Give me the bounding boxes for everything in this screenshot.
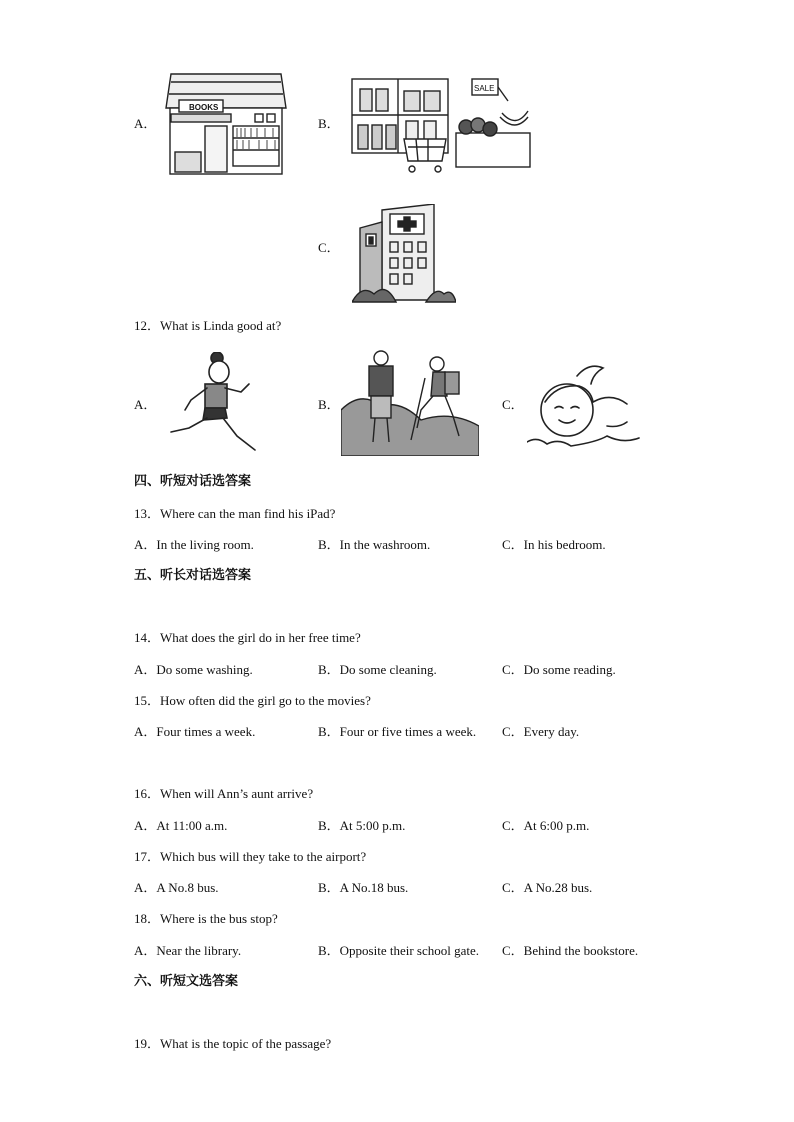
q17-option-c: C．A No.28 bus. (502, 880, 593, 895)
running-girl-icon (165, 352, 257, 456)
question-16 (134, 786, 313, 802)
section-5-title: 五、听长对话选答案 (134, 568, 252, 583)
question-number: 14． (134, 630, 161, 645)
q13-option-c: C．In his bedroom. (502, 537, 606, 552)
question-number: 16． (134, 786, 161, 801)
hospital-icon (352, 204, 456, 304)
q13-option-a: A．In the living room. (134, 537, 254, 552)
q16-option-a: A．At 11:00 a.m. (134, 818, 228, 833)
supermarket-icon (350, 77, 532, 177)
q11-option-b-label: B． (318, 116, 340, 131)
q14-option-a: A．Do some washing. (134, 662, 253, 677)
question-text: What does the girl do in her free time? (160, 630, 361, 645)
question-text: Where is the bus stop? (160, 911, 278, 926)
bookstore-sign: BOOKS (189, 103, 219, 112)
q15-option-a: A．Four times a week. (134, 724, 256, 739)
question-number: 17． (134, 849, 161, 864)
question-text: What is Linda good at? (160, 318, 282, 333)
question-14 (134, 630, 361, 646)
question-15 (134, 693, 371, 709)
q17-option-b: B．A No.18 bus. (318, 880, 409, 895)
q13-option-b: B．In the washroom. (318, 537, 431, 552)
q12-option-c-label: C． (502, 397, 524, 412)
swimming-girl-icon (527, 362, 641, 452)
bookstore-icon (165, 72, 287, 176)
question-text: Which bus will they take to the airport? (160, 849, 367, 864)
section-6-title: 六、听短文选答案 (134, 974, 239, 989)
q15-option-c: C．Every day. (502, 724, 580, 739)
q11-option-a-label: A． (134, 116, 157, 131)
question-number: 18． (134, 911, 161, 926)
q11-option-c-label: C． (318, 240, 340, 255)
q18-option-a: A．Near the library. (134, 943, 242, 958)
hiking-people-icon (341, 350, 479, 456)
question-number: 19． (134, 1036, 161, 1051)
question-number: 12． (134, 318, 161, 333)
question-18 (134, 911, 278, 927)
question-text: When will Ann’s aunt arrive? (160, 786, 314, 801)
q16-option-b: B．At 5:00 p.m. (318, 818, 406, 833)
question-number: 13． (134, 506, 161, 521)
q16-option-c: C．At 6:00 p.m. (502, 818, 590, 833)
q12-option-b-label: B． (318, 397, 340, 412)
question-19 (134, 1036, 331, 1052)
question-12 (134, 318, 281, 334)
question-text: Where can the man find his iPad? (160, 506, 336, 521)
q14-option-b: B．Do some cleaning. (318, 662, 437, 677)
section-4-title: 四、听短对话选答案 (134, 474, 252, 489)
question-text: How often did the girl go to the movies? (160, 693, 371, 708)
question-13 (134, 506, 335, 522)
q12-option-a-label: A． (134, 397, 157, 412)
q18-option-b: B．Opposite their school gate. (318, 943, 480, 958)
question-number: 15． (134, 693, 161, 708)
question-text: What is the topic of the passage? (160, 1036, 332, 1051)
q14-option-c: C．Do some reading. (502, 662, 616, 677)
question-17 (134, 849, 366, 865)
q15-option-b: B．Four or five times a week. (318, 724, 477, 739)
sale-sign: SALE (474, 84, 495, 93)
q18-option-c: C．Behind the bookstore. (502, 943, 639, 958)
q17-option-a: A．A No.8 bus. (134, 880, 219, 895)
